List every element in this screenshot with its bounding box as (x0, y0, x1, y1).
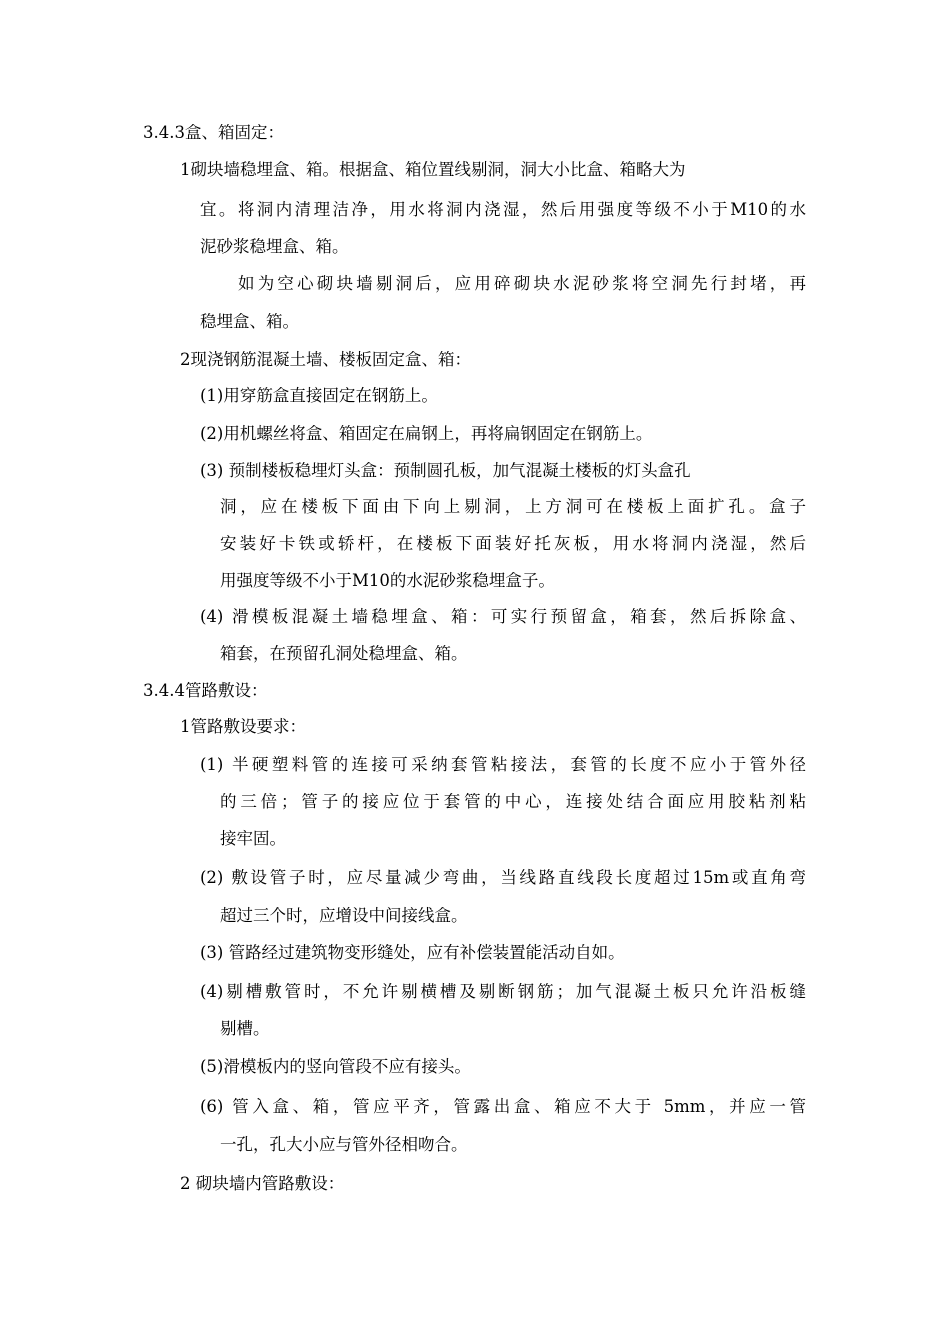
list-item: (2) 敷设管子时，应尽量减少弯曲，当线路直线段长度超过15m或直角弯 (200, 868, 806, 887)
list-item: (2)用机螺丝将盒、箱固定在扁钢上，再将扁钢固定在钢筋上。 (200, 424, 653, 443)
list-item-cont: 箱套，在预留孔洞处稳埋盒、箱。 (220, 644, 468, 663)
paragraph-line: 泥砂浆稳埋盒、箱。 (200, 237, 349, 256)
heading-3-4-3: 3.4.3盒、箱固定： (143, 123, 284, 142)
list-item-cont: 安装好卡铁或轿杆，在楼板下面装好托灰板，用水将洞内浇湿，然后 (220, 534, 806, 553)
list-item-cont: 洞，应在楼板下面由下向上剔洞，上方洞可在楼板上面扩孔。盒子 (220, 497, 806, 516)
list-item-cont: 超过三个时，应增设中间接线盒。 (220, 906, 468, 925)
list-item-cont: 的三倍；管子的接应位于套管的中心，连接处结合面应用胶粘剂粘 (220, 792, 806, 811)
list-item-cont: 用强度等级不小于M10的水泥砂浆稳埋盒子。 (220, 571, 555, 590)
list-item-cont: 剔槽。 (220, 1019, 270, 1038)
subheading: 1管路敷设要求： (180, 717, 306, 736)
list-item: (5)滑模板内的竖向管段不应有接头。 (200, 1057, 471, 1076)
list-item-cont: 一孔，孔大小应与管外径相吻合。 (220, 1135, 468, 1154)
list-item: (3) 预制楼板稳埋灯头盒：预制圆孔板，加气混凝土楼板的灯头盒孔 (200, 461, 691, 480)
subheading: 2现浇钢筋混凝土墙、楼板固定盒、箱： (180, 350, 471, 369)
subheading: 2 砌块墙内管路敷设： (180, 1174, 345, 1193)
paragraph-line: 1砌块墙稳埋盒、箱。根据盒、箱位置线剔洞，洞大小比盒、箱略大为 (180, 160, 686, 179)
paragraph-line: 宜。将洞内清理洁净，用水将洞内浇湿，然后用强度等级不小于M10的水 (200, 200, 806, 219)
heading-3-4-4: 3.4.4管路敷设： (143, 681, 268, 700)
list-item: (4) 滑模板混凝土墙稳埋盒、箱：可实行预留盒，箱套，然后拆除盒、 (200, 607, 806, 626)
list-item: (1) 半硬塑料管的连接可采纳套管粘接法，套管的长度不应小于管外径 (200, 755, 806, 774)
list-item: (3) 管路经过建筑物变形缝处，应有补偿装置能活动自如。 (200, 943, 625, 962)
list-item-cont: 接牢固。 (220, 829, 286, 848)
paragraph-line: 稳埋盒、箱。 (200, 312, 299, 331)
list-item: (6) 管入盒、箱，管应平齐，管露出盒、箱应不大于 5mm，并应一管 (200, 1097, 806, 1116)
list-item: (1)用穿筋盒直接固定在钢筋上。 (200, 386, 438, 405)
paragraph-line: 如为空心砌块墙剔洞后，应用碎砌块水泥砂浆将空洞先行封堵，再 (238, 274, 806, 293)
list-item: (4)剔槽敷管时，不允许剔横槽及剔断钢筋；加气混凝土板只允许沿板缝 (200, 982, 806, 1001)
